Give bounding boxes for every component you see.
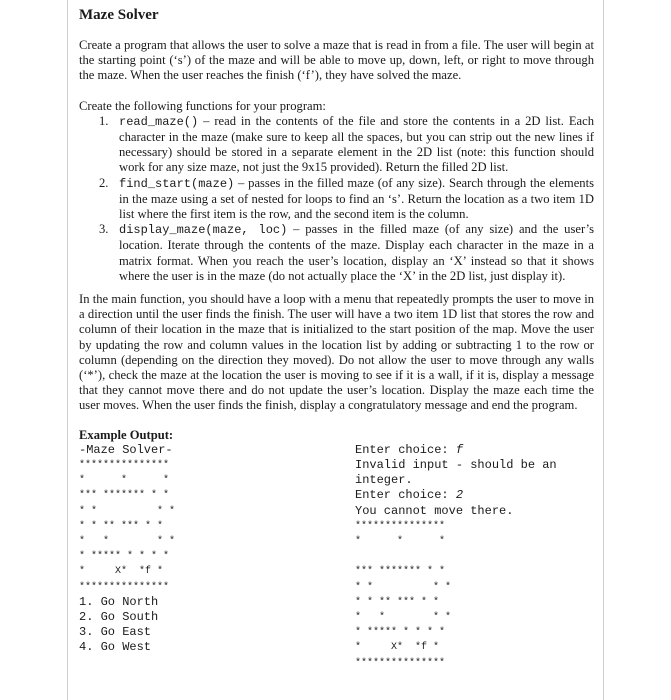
maze-row: * * * — [79, 475, 170, 487]
output-line — [355, 488, 595, 503]
list-number: 1. — [99, 113, 109, 128]
function-description: – passes in the filled maze (of any size) and the user’s location. Iterate through the contents of the maze. Display each character in the maze in a matrix format. When you reach the user’s location, display an ‘X’ instead so that it shows where the user is in the maze (do not actually place the ‘X’ in the 2D list, just display it). — [119, 222, 595, 283]
page-title: Maze Solver — [79, 7, 159, 23]
example-left-column — [79, 443, 319, 656]
list-item — [79, 114, 594, 176]
maze-row: *** ******* * * — [79, 490, 170, 502]
page-border-right — [603, 0, 604, 700]
maze-row: * * * * — [355, 581, 452, 593]
menu-option-north: 1. Go North — [79, 594, 159, 609]
output-line — [355, 504, 595, 519]
error-message: Invalid input - should be an — [355, 458, 557, 473]
example-output-heading: Example Output: — [79, 427, 174, 442]
maze-row: *************** — [79, 460, 170, 472]
main-function-paragraph: In the main function, you should have a loop with a menu that repeatedly prompts the user to move in a direction until the user finds the finish. The user will have a two item 1D list that stores the row and column of their location in the maze that is initialized to the start position of the map. Move the user by updating the row and column values in the location list by adding or subtracting 1 to the row or column (depending on the direction they moved). Do not allow the user to move through any walls (‘*’), check the maze at the location the user is moving to see if it is a wall, if it is, display a message that they cannot move there and do not update the user’s location. Display the maze each time the user moves. When the user finds the finish, display a congratulatory message and end the program. — [79, 292, 594, 413]
maze-row: * * ** *** * * — [355, 596, 440, 608]
list-item — [79, 176, 594, 223]
example-output — [79, 443, 594, 673]
maze-row: * X* *f * — [355, 642, 440, 654]
functions-intro: Create the following functions for your program: — [79, 98, 326, 113]
function-name: read_maze() — [119, 114, 199, 129]
function-description: – read in the contents of the file and store the contents in a 2D list. Each character in the maze (make sure to keep all the spaces, but you can strip out the new lines if necessary) should be stored in a separate element in the 2D list (note: this function should work for any size maze, not just the 9x15 provided). Return the filled 2D list. — [119, 113, 594, 175]
maze-row: * * ** *** * * — [79, 520, 164, 532]
maze-row: *************** — [355, 520, 446, 532]
maze-row — [355, 549, 595, 564]
maze-solver-header: -Maze Solver- — [79, 442, 173, 457]
prompt-label: Enter choice: — [355, 488, 456, 503]
maze-row: * * * — [355, 536, 446, 548]
page-border-left — [67, 0, 68, 700]
user-input: f — [455, 442, 464, 457]
maze-row: * ***** * * * * — [355, 627, 446, 639]
menu-option-west: 4. Go West — [79, 640, 152, 655]
menu-option-east: 3. Go East — [79, 625, 152, 640]
prompt-label: Enter choice: — [355, 442, 456, 457]
output-line — [355, 443, 595, 458]
intro-paragraph: Create a program that allows the user to solve a maze that is read in from a file. The user will begin at the starting point (‘s’) of the maze and will be able to move up, down, left, or right to move through the maze. When the user reaches the finish (‘f’), they have solved the maze. — [79, 38, 594, 83]
list-number: 3. — [99, 222, 109, 237]
output-line — [355, 458, 595, 473]
maze-row: * X* *f * — [79, 566, 164, 578]
maze-row: * * * * — [355, 612, 452, 624]
wall-message: You cannot move there. — [355, 503, 514, 518]
error-message-cont: integer. — [355, 473, 413, 488]
output-line — [355, 473, 595, 488]
maze-row: *** ******* * * — [355, 566, 446, 578]
function-name: find_start(maze) — [119, 176, 235, 191]
list-item — [79, 222, 594, 284]
list-number: 2. — [99, 175, 109, 190]
maze-row: * * * * — [79, 536, 176, 548]
maze-row: *************** — [79, 581, 170, 593]
maze-row: * ***** * * * * — [79, 551, 170, 563]
function-name: display_maze(maze, loc) — [119, 223, 288, 238]
menu-option-south: 2. Go South — [79, 609, 159, 624]
maze-row: * * * * — [79, 505, 176, 517]
document-content — [79, 6, 594, 673]
functions-list — [79, 114, 594, 284]
user-input: 2 — [455, 488, 464, 503]
function-description: – passes in the filled maze (of any size). Search through the elements in the maze using a set of nested for loops to find an ‘s’. Return the location as a two item 1D list where the first item is the row, and the second item is the column. — [119, 175, 594, 222]
example-right-column — [355, 443, 595, 671]
maze-row: *************** — [355, 657, 446, 669]
